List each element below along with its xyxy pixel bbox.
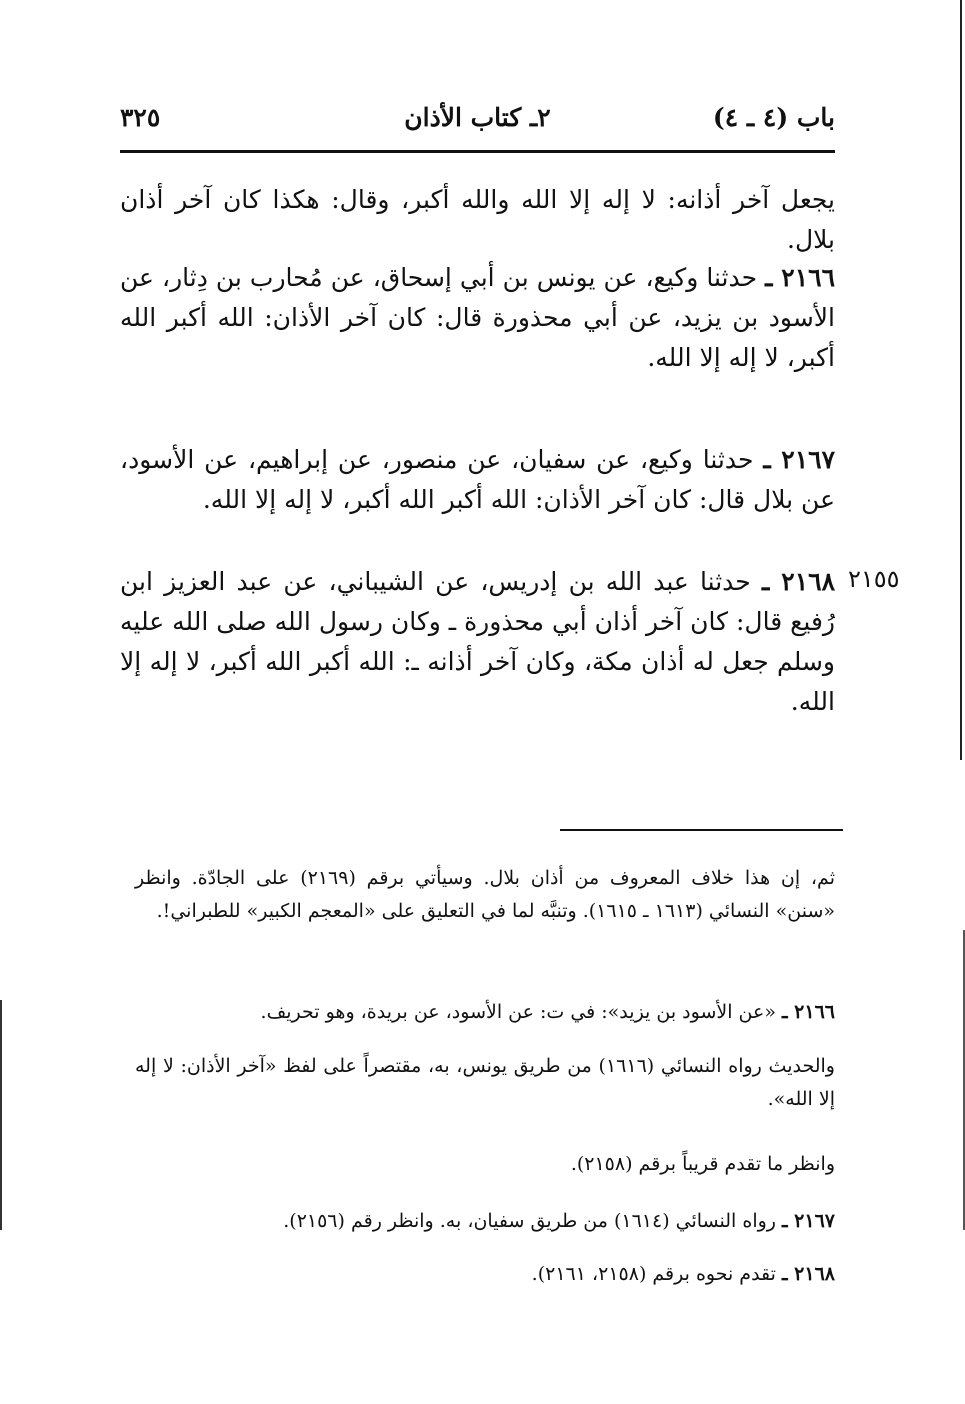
hadith-number: ٢١٦٨ ـ — [761, 567, 836, 596]
footnote-2168 — [135, 1258, 835, 1291]
footnote-text: وانظر ما تقدم قريباً برقم (٢١٥٨). — [570, 1153, 835, 1175]
hadith-text: حدثنا وكيع، عن سفيان، عن منصور، عن إبراهيم، عن الأسود، عن بلال قال: كان آخر الأذان: الله أكبر الله أكبر، لا إله إلا الله. — [120, 445, 835, 514]
chapter-label: باب (٤ ـ ٤) — [712, 103, 835, 132]
hadith-text: حدثنا عبد الله بن إدريس، عن الشيباني، عن عبد العزيز ابن رُفيع قال: كان آخر أذان أبي محذورة ـ وكان رسول الله صلى الله عليه وسلم جعل له أذان مكة، وكان آخر أذانه ـ: الله أكبر الله أكبر، لا إله إلا الله. — [120, 567, 835, 716]
body-paragraph — [120, 180, 835, 260]
footnote-number: ٢١٦٦ ـ — [781, 1001, 835, 1023]
footnote — [135, 1148, 835, 1181]
running-header — [120, 103, 835, 141]
footnote-2167 — [135, 1205, 835, 1238]
hadith-text: حدثنا وكيع، عن يونس بن أبي إسحاق، عن مُحارب بن دِثار، عن الأسود بن يزيد، عن أبي محذورة قال: كان آخر الأذان: الله أكبر الله أكبر، لا إله إلا الله. — [120, 263, 835, 372]
hadith-number: ٢١٦٦ ـ — [765, 263, 836, 292]
footnote-number: ٢١٦٨ ـ — [781, 1263, 835, 1285]
footnote-text: ثم، إن هذا خلاف المعروف من أذان بلال. وسيأتي برقم (٢١٦٩) على الجادّة. وانظر «سنن» النسائي (١٦١٣ ـ ١٦١٥). وتنبَّه لما في التعليق على «المعجم الكبير» للطبراني!. — [135, 867, 835, 922]
footnote-text: «عن الأسود بن يزيد»: في ت: عن الأسود، عن بريدة، وهو تحريف. — [260, 1001, 782, 1023]
footnote-text: تقدم نحوه برقم (٢١٥٨، ٢١٦١). — [531, 1263, 782, 1285]
footnote-2166 — [135, 996, 835, 1029]
footnote — [135, 862, 835, 928]
footnote-text: رواه النسائي (١٦١٤) من طريق سفيان، به. وانظر رقم (٢١٥٦). — [283, 1210, 782, 1232]
hadith-2166 — [120, 258, 835, 378]
book-title: ٢ـ كتاب الأذان — [404, 103, 551, 132]
hadith-number: ٢١٦٧ ـ — [763, 445, 835, 474]
header-rule — [120, 150, 835, 153]
page-edge-shadow — [0, 1000, 2, 1230]
hadith-2167 — [120, 440, 835, 520]
page-number: ٣٢٥ — [120, 103, 161, 132]
footnote-number: ٢١٦٧ ـ — [781, 1210, 835, 1232]
page-edge-shadow — [960, 0, 962, 760]
hadith-2168 — [120, 562, 835, 722]
paragraph-text: يجعل آخر أذانه: لا إله إلا الله والله أكبر، وقال: هكذا كان آخر أذان بلال. — [120, 185, 835, 254]
footnote-text: والحديث رواه النسائي (١٦١٦) من طريق يونس، به، مقتصراً على لفظ «آخر الأذان: لا إله إلا الله». — [135, 1055, 835, 1110]
footnote-rule — [560, 829, 843, 831]
margin-number: ٢١٥٥ — [848, 565, 900, 593]
footnote — [135, 1050, 835, 1116]
